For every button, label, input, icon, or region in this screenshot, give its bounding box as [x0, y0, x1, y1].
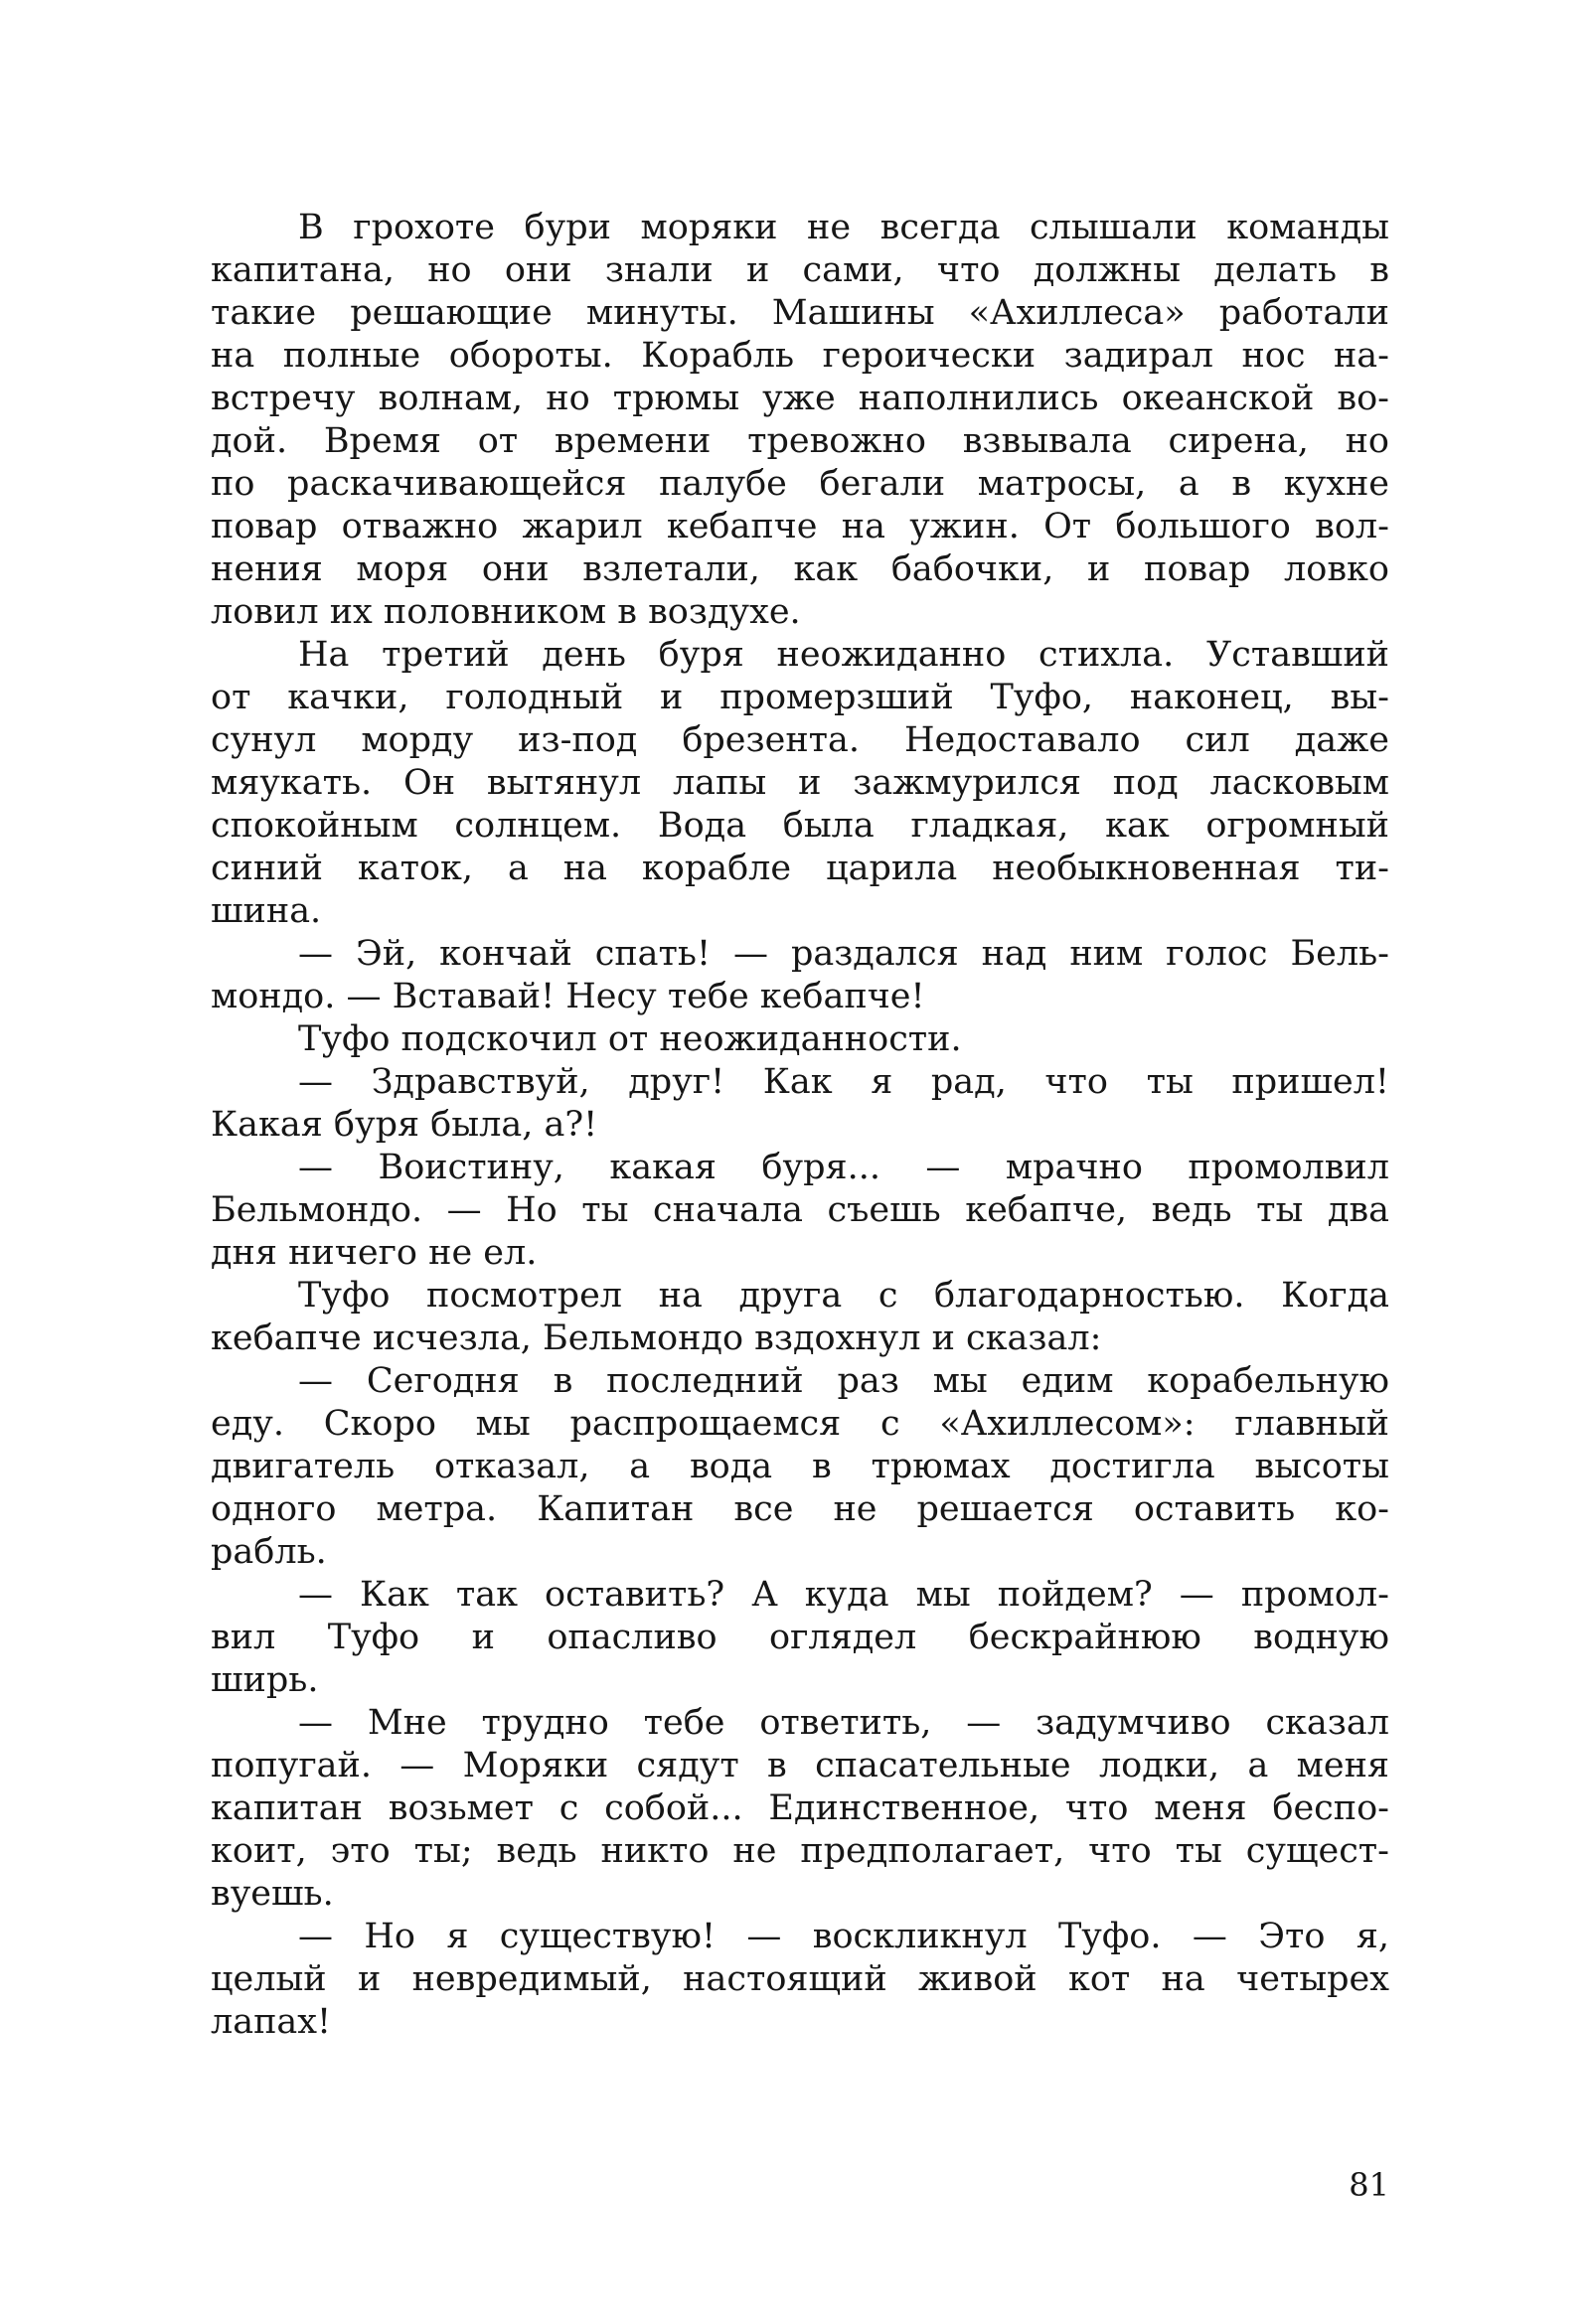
text-line: по раскачивающейся палубе бегали матросы, а в кухне	[211, 464, 1389, 504]
text-line: Туфо подскочил от неожиданности.	[298, 1019, 962, 1059]
text-line: — Сегодня в последний раз мы едим корабельную	[298, 1361, 1389, 1401]
text-line: на полные обороты. Корабль героически задирал нос на-	[211, 336, 1389, 376]
text-line: такие решающие минуты. Машины «Ахиллеса» работали	[211, 293, 1389, 333]
text-line: коит, это ты; ведь никто не предполагает, что ты сущест-	[211, 1831, 1389, 1871]
text-line: одного метра. Капитан все не решается оставить ко-	[211, 1489, 1389, 1529]
text-line: На третий день буря неожиданно стихла. Уставший	[298, 635, 1389, 675]
text-line: лапах!	[211, 2002, 332, 2042]
text-line: дня ничего не ел.	[211, 1233, 538, 1273]
text-line: встречу волнам, но трюмы уже наполнились океанской во-	[211, 379, 1389, 418]
page-number: 81	[1349, 2166, 1389, 2204]
text-line: двигатель отказал, а вода в трюмах достигла высоты	[211, 1447, 1389, 1486]
text-line: попугай. — Моряки сядут в спасательные лодки, а меня	[211, 1746, 1389, 1785]
text-line: целый и невредимый, настоящий живой кот на четырех	[211, 1959, 1389, 1999]
text-line: вил Туфо и опасливо оглядел бескрайнюю водную	[211, 1618, 1389, 1657]
text-line: Какая буря была, а?!	[211, 1105, 598, 1145]
text-line: капитан возьмет с собой... Единственное, что меня беспо-	[211, 1788, 1389, 1828]
text-line: В грохоте бури моряки не всегда слышали команды	[298, 208, 1389, 247]
text-line: ширь.	[211, 1660, 319, 1700]
text-line: — Но я существую! — воскликнул Туфо. — Это я,	[298, 1917, 1389, 1956]
text-line: — Мне трудно тебе ответить, — задумчиво сказал	[298, 1703, 1389, 1743]
text-line: рабль.	[211, 1532, 327, 1572]
text-line: шина.	[211, 891, 322, 931]
text-line: мяукать. Он вытянул лапы и зажмурился под ласковым	[211, 763, 1389, 803]
text-line: повар отважно жарил кебапче на ужин. От большого вол-	[211, 507, 1389, 546]
text-line: еду. Скоро мы распрощаемся с «Ахиллесом»: главный	[211, 1404, 1389, 1444]
text-line: — Воистину, какая буря... — мрачно промолвил	[298, 1148, 1389, 1187]
text-line: сунул морду из-под брезента. Недоставало сил даже	[211, 720, 1389, 760]
text-line: дой. Время от времени тревожно взвывала сирена, но	[211, 421, 1389, 461]
text-line: спокойным солнцем. Вода была гладкая, как огромный	[211, 806, 1389, 846]
text-line: — Эй, кончай спать! — раздался над ним голос Бель-	[298, 934, 1389, 974]
text-line: кебапче исчезла, Бельмондо вздохнул и сказал:	[211, 1318, 1102, 1358]
text-line: Туфо посмотрел на друга с благодарностью. Когда	[298, 1276, 1389, 1316]
text-line: вуешь.	[211, 1874, 334, 1914]
text-line: от качки, голодный и промерзший Туфо, наконец, вы-	[211, 678, 1389, 717]
text-line: капитана, но они знали и сами, что должны делать в	[211, 250, 1389, 290]
body-text	[211, 207, 1389, 2044]
text-line: — Как так оставить? А куда мы пойдем? — промол-	[298, 1575, 1389, 1615]
text-line: ловил их половником в воздухе.	[211, 592, 801, 632]
text-line: Бельмондо. — Но ты сначала съешь кебапче, ведь ты два	[211, 1190, 1389, 1230]
text-line: синий каток, а на корабле царила необыкновенная ти-	[211, 849, 1389, 888]
text-line: нения моря они взлетали, как бабочки, и повар ловко	[211, 549, 1389, 589]
text-line: мондо. — Вставай! Несу тебе кебапче!	[211, 977, 925, 1016]
text-line: — Здравствуй, друг! Как я рад, что ты пришел!	[298, 1062, 1389, 1102]
